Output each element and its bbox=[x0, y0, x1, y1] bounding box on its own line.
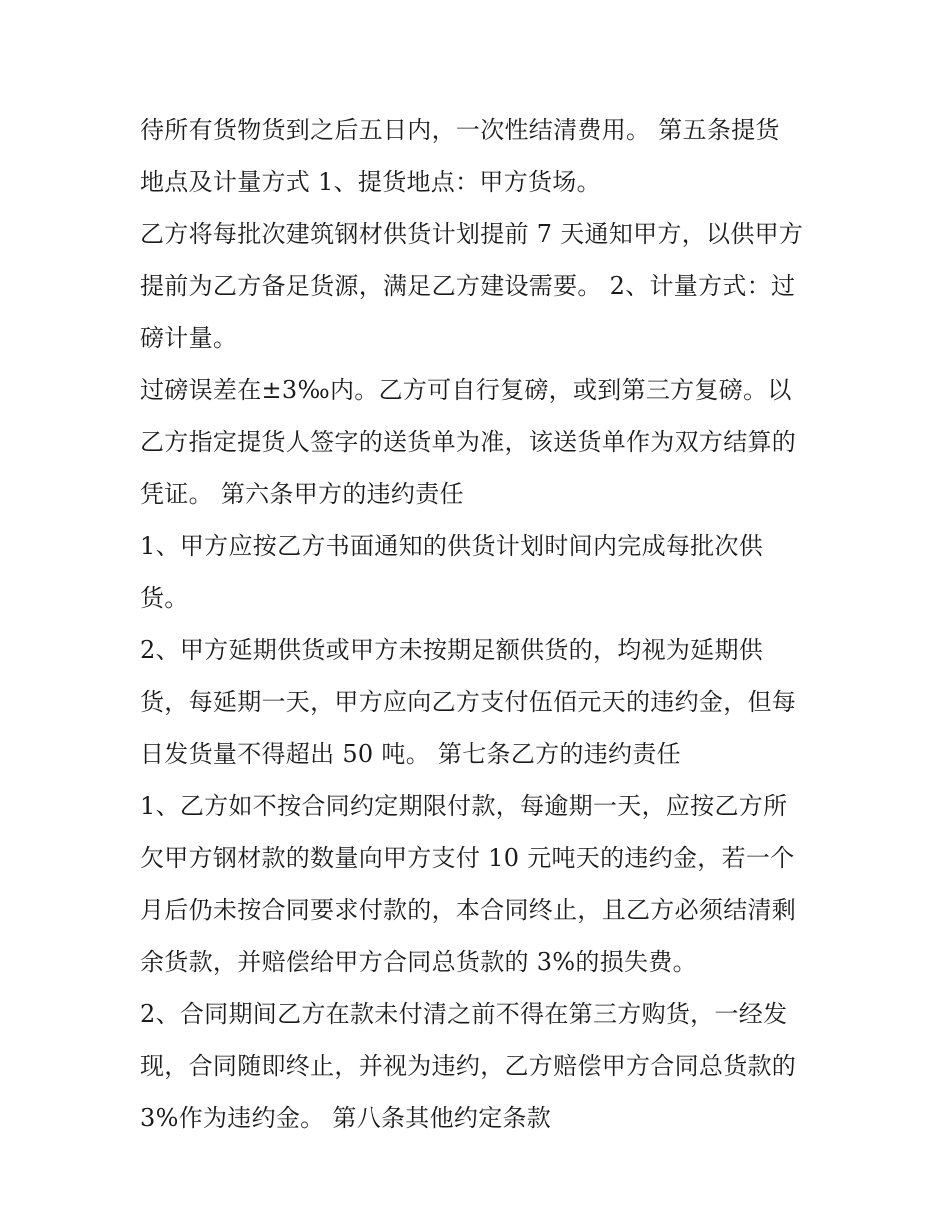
text-line: 2、甲方延期供货或甲方未按期足额供货的，均视为延期供 bbox=[140, 636, 764, 664]
text-line: 磅计量。 bbox=[140, 324, 238, 352]
text-line: 过磅误差在±3‰内。乙方可自行复磅，或到第三方复磅。以 bbox=[140, 376, 792, 404]
text-line: 地点及计量方式 1、提货地点：甲方货场。 bbox=[140, 168, 601, 196]
text-line: 1、甲方应按乙方书面通知的供货计划时间内完成每批次供 bbox=[140, 532, 764, 560]
text-line: 凭证。 第六条甲方的违约责任 bbox=[140, 480, 464, 508]
text-line: 待所有货物货到之后五日内，一次性结清费用。 第五条提货 bbox=[140, 116, 780, 144]
text-line: 1、乙方如不按合同约定期限付款，每逾期一天，应按乙方所 bbox=[140, 792, 788, 820]
text-line: 提前为乙方备足货源，满足乙方建设需要。 2、计量方式：过 bbox=[140, 272, 796, 300]
text-line: 现，合同随即终止，并视为违约，乙方赔偿甲方合同总货款的 bbox=[140, 1052, 797, 1080]
text-line: 月后仍未按合同要求付款的，本合同终止，且乙方必须结清剩 bbox=[140, 896, 797, 924]
text-line: 余货款，并赔偿给甲方合同总货款的 3%的损失费。 bbox=[140, 948, 697, 976]
text-line: 2、合同期间乙方在款未付清之前不得在第三方购货，一经发 bbox=[140, 1000, 788, 1028]
text-line: 货。 bbox=[140, 584, 189, 612]
text-line: 货，每延期一天，甲方应向乙方支付伍佰元天的违约金，但每 bbox=[140, 688, 797, 716]
document-body bbox=[140, 104, 820, 1144]
text-line: 乙方将每批次建筑钢材供货计划提前 7 天通知甲方，以供甲方 bbox=[140, 220, 804, 248]
text-line: 乙方指定提货人签字的送货单为准，该送货单作为双方结算的 bbox=[140, 428, 797, 456]
text-line: 3%作为违约金。 第八条其他约定条款 bbox=[140, 1104, 552, 1132]
text-line: 欠甲方钢材款的数量向甲方支付 10 元吨天的违约金，若一个 bbox=[140, 844, 795, 872]
text-line: 日发货量不得超出 50 吨。 第七条乙方的违约责任 bbox=[140, 740, 681, 768]
